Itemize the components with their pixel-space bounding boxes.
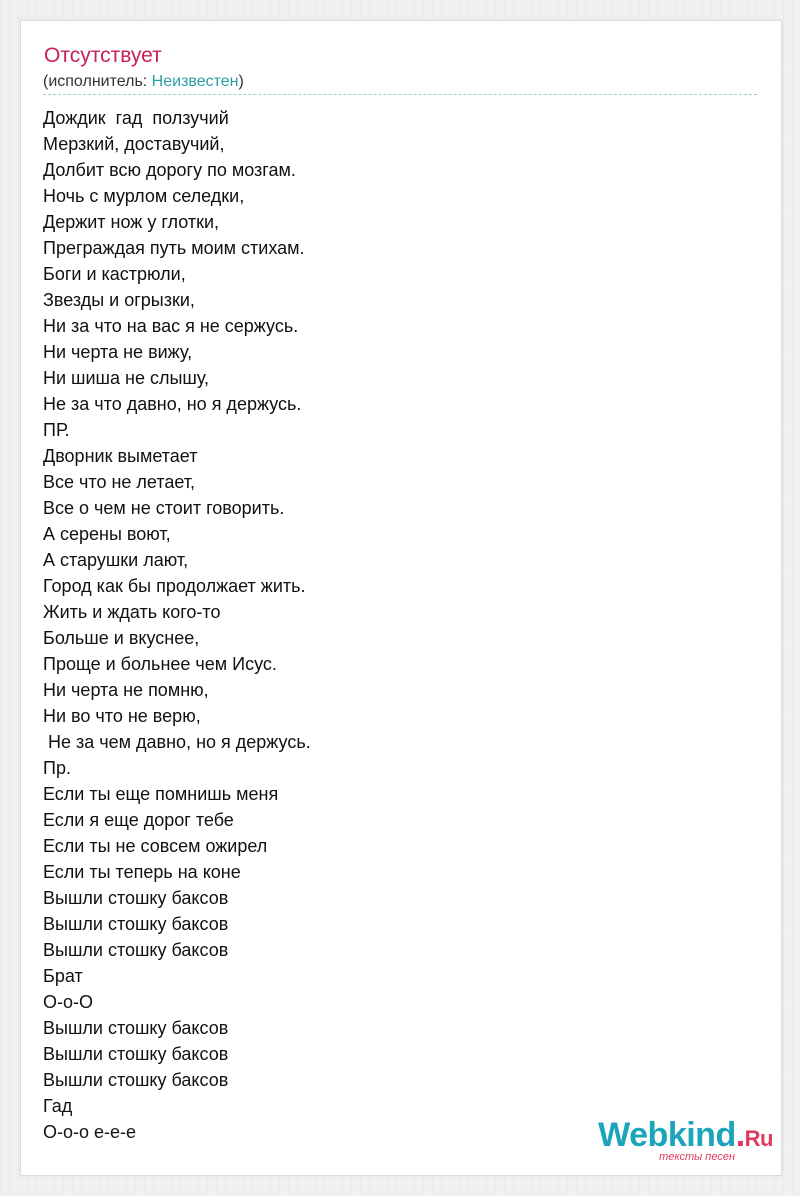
lyric-line: Не за чем давно, но я держусь. [43, 732, 311, 752]
lyric-line: А серены воют, [43, 524, 171, 544]
lyric-line: Преграждая путь моим стихам. [43, 238, 305, 258]
lyrics-text [43, 105, 743, 1145]
lyric-line: А старушки лают, [43, 550, 189, 570]
lyric-line: Не за что давно, но я держусь. [43, 394, 302, 414]
lyric-line: Дворник выметает [43, 446, 198, 466]
lyric-line: О-о-о е-е-е [43, 1122, 137, 1142]
lyric-line: Вышли стошку баксов [43, 914, 229, 934]
lyric-line: Вышли стошку баксов [43, 1018, 229, 1038]
lyric-line: Брат [43, 966, 83, 986]
logo-dot: . [735, 1116, 745, 1154]
lyric-line: Пр. [43, 758, 71, 778]
lyric-line: Город как бы продолжает жить. [43, 576, 306, 596]
lyric-line: Проще и больнее чем Исус. [43, 654, 277, 674]
lyric-line: Ни во что не верю, [43, 706, 201, 726]
lyric-line: Если ты не совсем ожирел [43, 836, 268, 856]
lyric-line: Держит нож у глотки, [43, 212, 220, 232]
lyric-line: Если ты теперь на коне [43, 862, 241, 882]
artist-prefix: (исполнитель: [43, 73, 152, 90]
artist-link[interactable]: Неизвестен [151, 73, 239, 90]
lyric-line: Ни шиша не слышу, [43, 368, 210, 388]
logo-tagline: тексты песен [659, 1151, 735, 1163]
lyric-line: Боги и кастрюли, [43, 264, 186, 284]
lyric-line: Больше и вкуснее, [43, 628, 200, 648]
site-logo[interactable] [598, 1117, 773, 1163]
title-divider [43, 94, 757, 95]
lyric-line: Звезды и огрызки, [43, 290, 195, 310]
lyrics-card [20, 20, 782, 1176]
lyric-line: Вышли стошку баксов [43, 888, 229, 908]
lyric-line: Все что не летает, [43, 472, 196, 492]
lyric-line: Жить и ждать кого-то [43, 602, 221, 622]
lyric-line: Гад [43, 1096, 73, 1116]
lyric-line: Ни черта не помню, [43, 680, 209, 700]
lyric-line: Если я еще дорог тебе [43, 810, 234, 830]
lyric-line: Ночь с мурлом селедки, [43, 186, 245, 206]
song-title: Отсутствует [44, 44, 162, 67]
lyric-line: Вышли стошку баксов [43, 1044, 229, 1064]
lyric-line: Дождик гад ползучий [43, 108, 229, 128]
lyric-line: Ни за что на вас я не сержусь. [43, 316, 299, 336]
artist-line [43, 73, 244, 91]
lyric-line: Все о чем не стоит говорить. [43, 498, 285, 518]
lyric-line: Долбит всю дорогу по мозгам. [43, 160, 296, 180]
lyric-line: О-о-О [43, 992, 94, 1012]
lyric-line: ПР. [43, 420, 70, 440]
logo-tld: Ru [744, 1126, 773, 1151]
logo-name: Webkind [598, 1116, 736, 1154]
lyric-line: Вышли стошку баксов [43, 940, 229, 960]
artist-suffix: ) [238, 73, 244, 90]
lyric-line: Ни черта не вижу, [43, 342, 193, 362]
lyric-line: Вышли стошку баксов [43, 1070, 229, 1090]
lyric-line: Мерзкий, доставучий, [43, 134, 225, 154]
lyric-line: Если ты еще помнишь меня [43, 784, 279, 804]
